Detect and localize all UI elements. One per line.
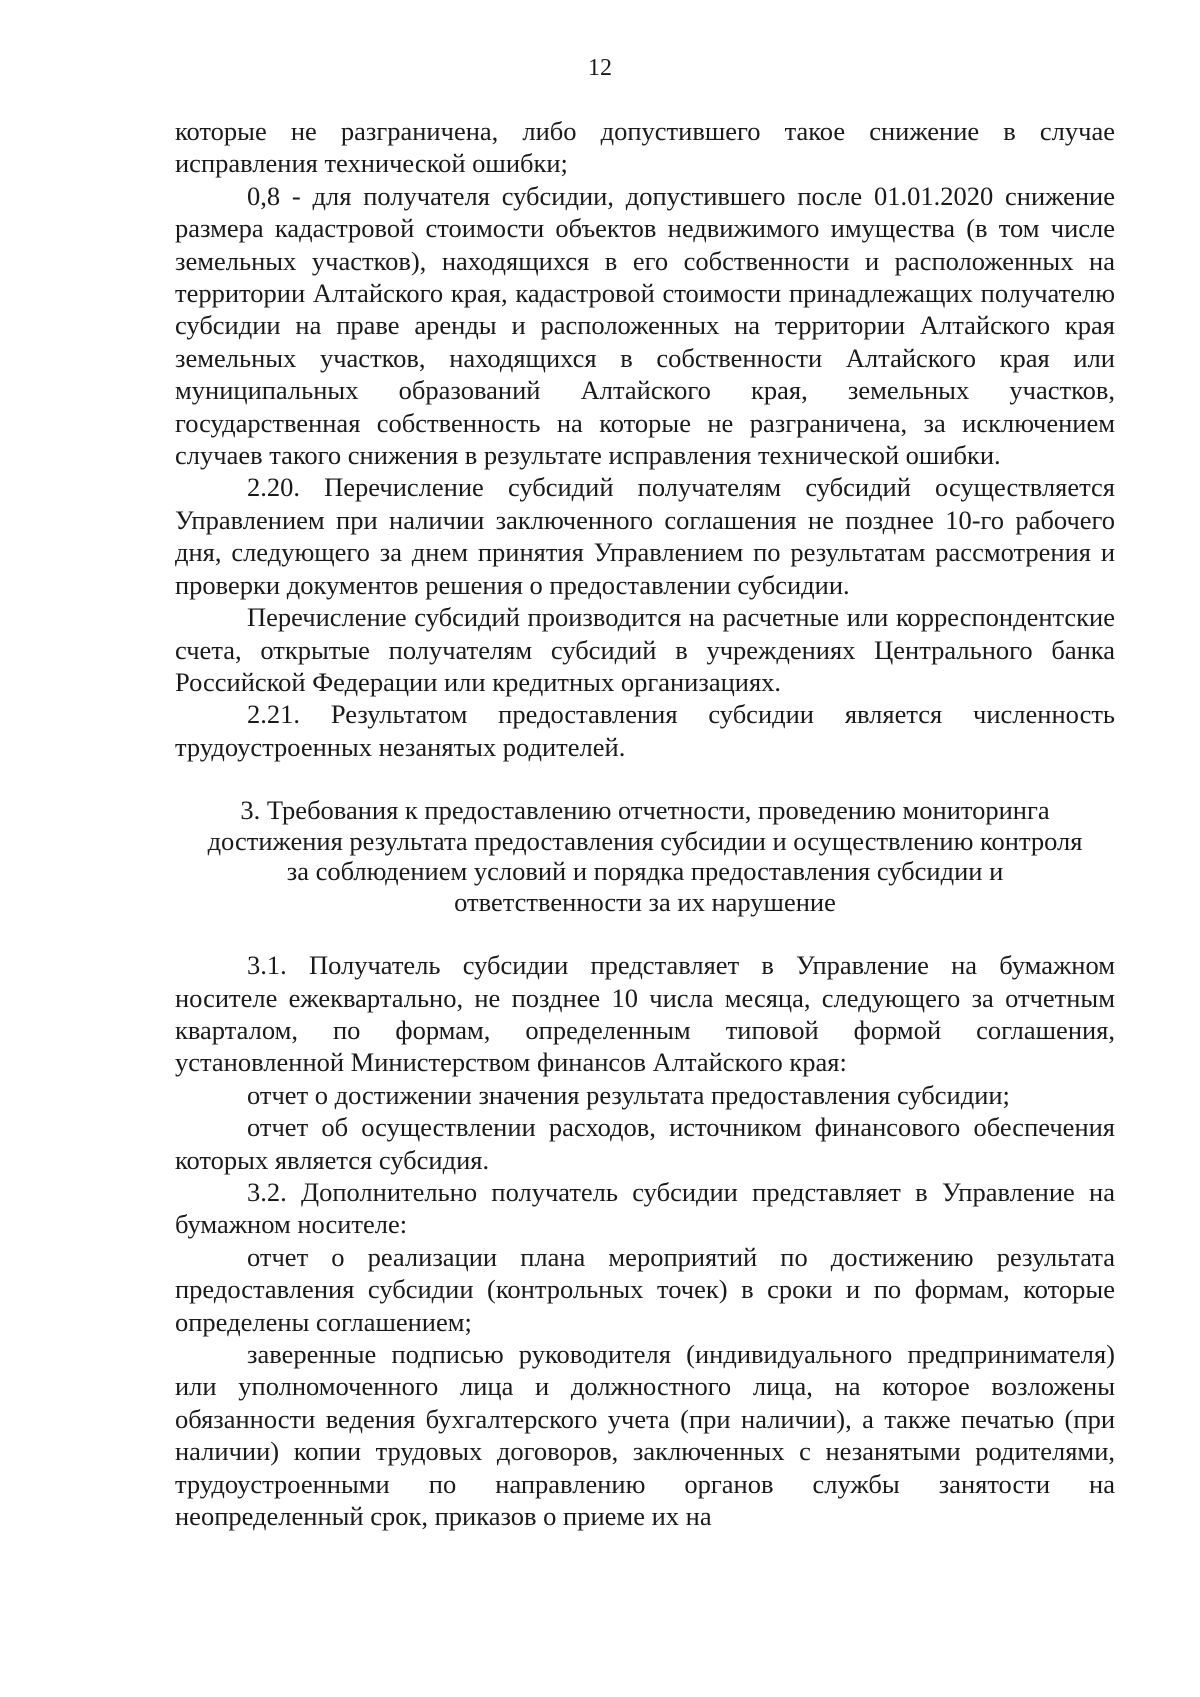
section-3-heading-line: за соблюдением условий и порядка предоставления субсидии и bbox=[286, 856, 1004, 887]
paragraph-coefficient-0-8: 0,8 - для получателя субсидии, допустившего после 01.01.2020 снижение размера кадастровой стоимости объектов недвижимого имущества (в том числе земельных участков), находящихся в его собственности и расположенных на территории Алтайского края, кадастровой стоимости принадлежащих получателю субсидии на праве аренды и расположенных на территории Алтайского края земельных участков, находящихся в собственности Алтайского края или муниципальных образований Алтайского края, земельных участков, государственная собственность на которые не разграничена, за исключением случаев такого снижения в результате исправления технической ошибки. bbox=[175, 180, 1115, 471]
page-number: 12 bbox=[588, 55, 612, 81]
paragraph-report-plan: отчет о реализации плана мероприятий по достижению результата предоставления субсидии (контрольных точек) в сроки и по формам, которые определены соглашением; bbox=[175, 1241, 1115, 1337]
paragraph-2-20: 2.20. Перечисление субсидий получателям субсидий осуществляется Управлением при наличии заключенного соглашения не позднее 10-го рабочего дня, следующего за днем принятия Управлением по результатам рассмотрения и проверки документов решения о предоставлении субсидии. bbox=[175, 472, 1115, 600]
paragraph-certified-copies: заверенные подписью руководителя (индивидуального предпринимателя) или уполномоченного лица и должностного лица, на которое возложены обязанности ведения бухгалтерского учета (при наличии), а также печатью (при наличии) копии трудовых договоров, заключенных с незанятыми родителями, трудоустроенными по направлению органов службы занятости на неопределенный срок, приказов о приеме их на bbox=[175, 1339, 1115, 1532]
section-3-heading-line: достижения результата предоставления субсидии и осуществлению контроля bbox=[207, 825, 1083, 856]
paragraph-2-21: 2.21. Результатом предоставления субсидии является численность трудоустроенных незанятых родителей. bbox=[175, 699, 1115, 762]
section-3-heading-line: 3. Требования к предоставлению отчетности, проведению мониторинга bbox=[240, 795, 1050, 826]
paragraph-3-2: 3.2. Дополнительно получатель субсидии представляет в Управление на бумажном носителе: bbox=[175, 1176, 1115, 1240]
paragraph-transfer-accounts: Перечисление субсидий производится на расчетные или корреспондентские счета, открытые получателям субсидий в учреждениях Центрального банка Российской Федерации или кредитных организациях. bbox=[175, 602, 1115, 697]
paragraph-continuation: которые не разграничена, либо допустившего такое снижение в случае исправления технической ошибки; bbox=[175, 116, 1115, 179]
document-body bbox=[175, 115, 1115, 1532]
section-3-heading bbox=[175, 795, 1115, 917]
paragraph-3-1: 3.1. Получатель субсидии представляет в Управление на бумажном носителе ежеквартально, не позднее 10 числа месяца, следующего за отчетным кварталом, по формам, определенным типовой формой соглашения, установленной Министерством финансов Алтайского края: bbox=[175, 950, 1115, 1078]
paragraph-report-expenses: отчет об осуществлении расходов, источником финансового обеспечения которых является субсидия. bbox=[175, 1112, 1115, 1175]
section-3-heading-line: ответственности за их нарушение bbox=[454, 886, 836, 917]
paragraph-report-result: отчет о достижении значения результата предоставления субсидии; bbox=[247, 1079, 1010, 1110]
